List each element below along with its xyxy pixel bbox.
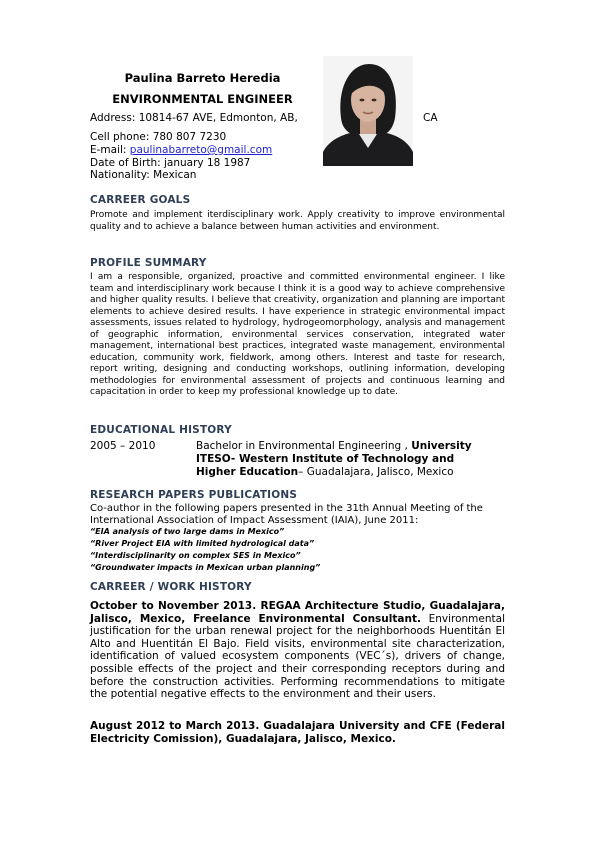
work-entry-1 xyxy=(90,600,505,701)
paper-item: “Interdisciplinarity on complex SES in Mexico” xyxy=(90,551,301,560)
research-heading: RESEARCH PAPERS PUBLICATIONS xyxy=(90,489,298,501)
address-country: CA xyxy=(423,112,438,124)
education-heading: EDUCATIONAL HISTORY xyxy=(90,424,232,436)
school-name: University ITESO- Western Institute of Technology and Higher Education xyxy=(196,440,472,478)
job-title: ENVIRONMENTAL ENGINEER xyxy=(112,92,293,106)
degree-text: Bachelor in Environmental Engineering , xyxy=(196,440,412,452)
profile-photo xyxy=(323,56,413,166)
work-entry-1-header: October to November 2013. REGAA Architecture Studio, Guadalajara, Jalisco, Mexico, Freelance Environmental Consultant. xyxy=(90,600,505,625)
education-years: 2005 – 2010 xyxy=(90,440,156,452)
work-entry-1-text: Environmental justification for the urban renewal project for the neighborhoods Huentitán El Alto and Huentitán El Bajo. Field visits, environmental site characterization, identification of valued ecosystem components (VEC´s), drivers of change, possible effects of the project and their corresponding receptors during and before the construction activities. Performing recommendations to mitigate the potential negative effects to the environment and their users. xyxy=(90,612,505,701)
address-text: Address: 10814-67 AVE, Edmonton, AB, xyxy=(90,112,298,124)
paper-item: “EIA analysis of two large dams in Mexico” xyxy=(90,527,285,536)
goals-heading: CARREER GOALS xyxy=(90,194,191,206)
profile-text: I am a responsible, organized, proactive and committed environmental engineer. I like team and interdisciplinary work because I think it is a good way to achieve comprehensive and higher quality results. I believe that creativity, organization and planning are important elements to achieve desired results. I have experience in strategic environmental impact assessments, issues related to hydrology, hydrogeomorphology, analysis and management of geographic information, environmental services conservation, integrated water management, international best practices, integrated waste management, environmental education, community work, fieldwork, among others. Interest and taste for research, report writing, designing and conducting workshops, outlining information, developing methodologies for environmental assessment of projects and continuous learning and capacitation in order to keep my professional knowledge up to date. xyxy=(90,272,505,397)
email-label: E-mail: xyxy=(90,144,130,156)
dob-text: Date of Birth: january 18 1987 xyxy=(90,157,251,169)
paper-list xyxy=(90,526,510,574)
paper-item: “Groundwater impacts in Mexican urban planning” xyxy=(90,563,321,572)
research-intro: Co-author in the following papers presented in the 31th Annual Meeting of the International Association of Impact Assessment (IAIA), June 2011: xyxy=(90,503,483,526)
work-entry-2-header: August 2012 to March 2013. Guadalajara University and CFE (Federal Electricity Comission), Guadalajara, Jalisco, Mexico. xyxy=(90,720,505,745)
profile-heading: PROFILE SUMMARY xyxy=(90,257,207,269)
person-name: Paulina Barreto Heredia xyxy=(124,71,281,85)
phone-text: Cell phone: 780 807 7230 xyxy=(90,131,227,143)
portrait-image xyxy=(323,56,413,166)
work-entry-2 xyxy=(90,720,505,745)
paper-item: “River Project EIA with limited hydrological data” xyxy=(90,539,315,548)
email-line xyxy=(90,144,272,156)
nationality-text: Nationality: Mexican xyxy=(90,169,197,181)
email-link[interactable]: paulinabarreto@gmail.com xyxy=(129,144,273,156)
education-entry xyxy=(196,440,496,479)
work-heading: CARREER / WORK HISTORY xyxy=(90,581,252,593)
school-location: – Guadalajara, Jalisco, Mexico xyxy=(298,466,454,478)
goals-text: Promote and implement iterdisciplinary work. Apply creativity to improve environmental quality and to achieve a balance between human activities and environment. xyxy=(90,210,505,232)
